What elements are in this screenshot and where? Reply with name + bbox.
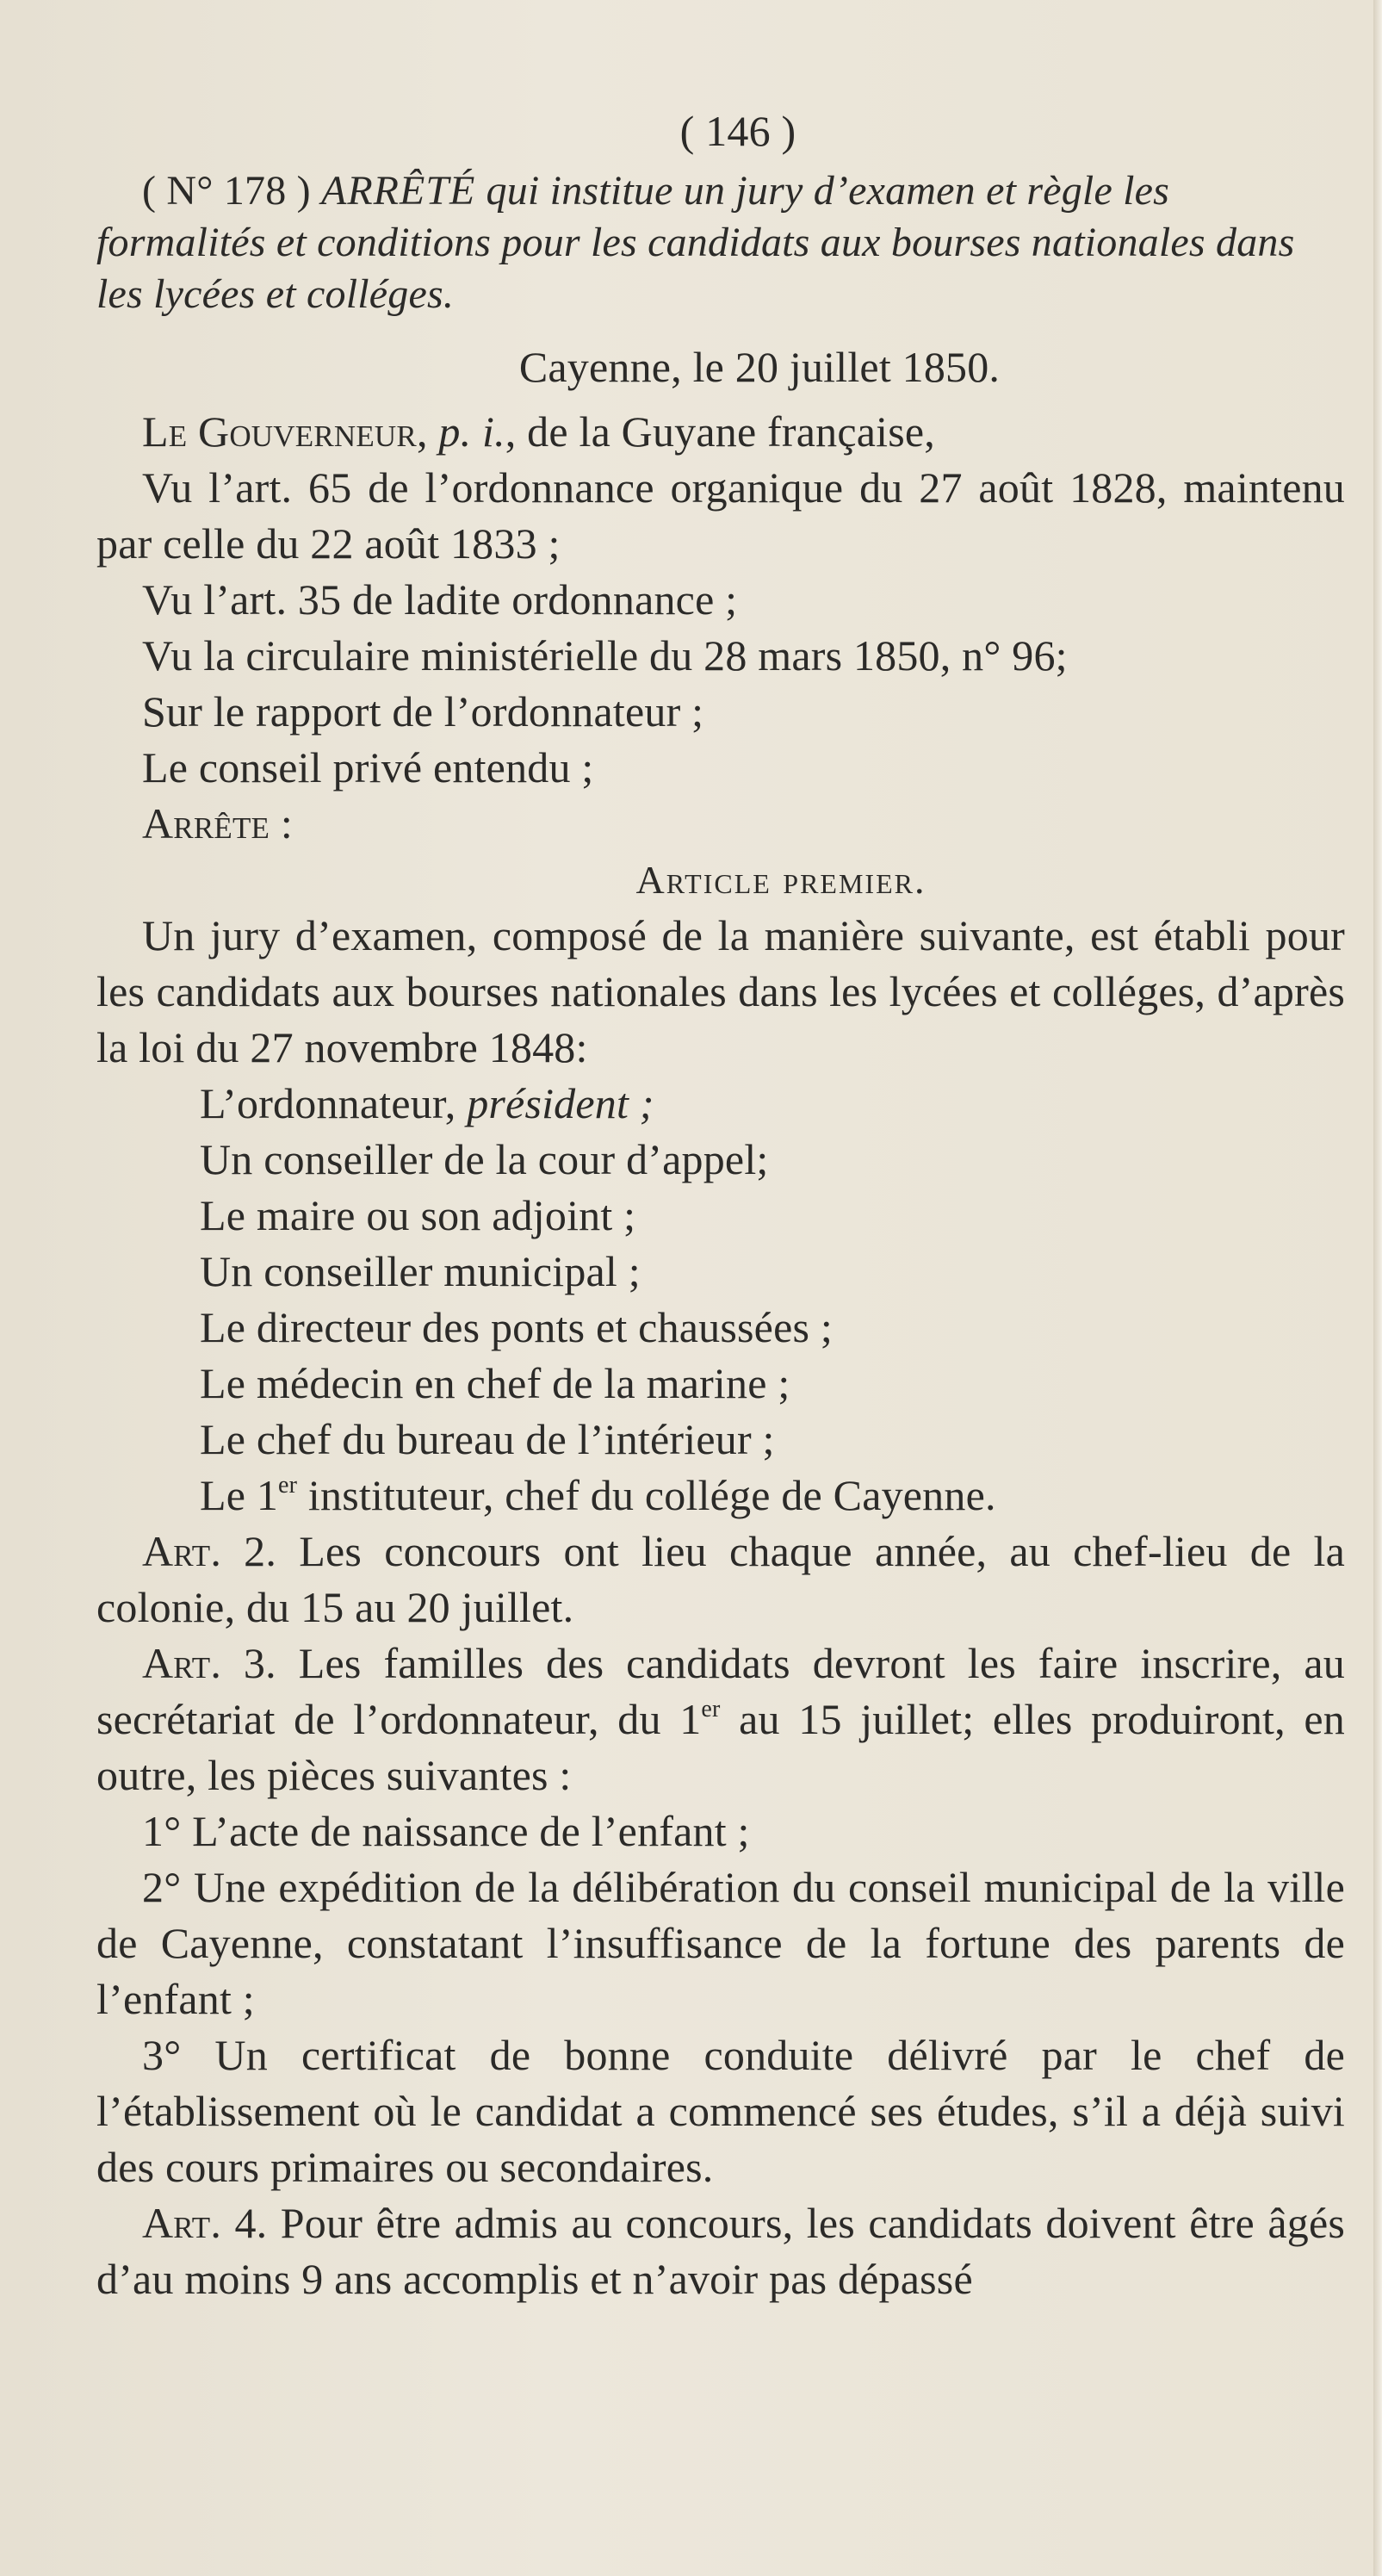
article-1-heading: Article premier.: [635, 858, 926, 902]
member-rest: instituteur, chef du collége de Cayenne.: [297, 1471, 996, 1519]
preamble-line: Vu la circulaire ministérielle du 28 mars 1850, n° 96;: [142, 631, 1068, 680]
superscript: er: [278, 1472, 298, 1499]
president-label: L’ordonnateur,: [200, 1079, 468, 1127]
jury-member: Le médecin en chef de la marine ;: [200, 1359, 790, 1407]
superscript: er: [701, 1696, 721, 1723]
jury-president: [96, 1076, 1345, 1132]
decree-number: ( N° 178 ): [142, 168, 311, 214]
comma: ,: [416, 407, 439, 456]
preamble-line: Sur le rapport de l’ordonnateur ;: [142, 687, 704, 736]
page-number: ( 146 ): [679, 107, 796, 155]
document-item: 2° Une expédition de la délibération du conseil municipal de la ville de Cayenne, constatant l’insuffisance de la fortune des parents de l’enfant ;: [96, 1863, 1345, 2023]
governor-rest: , de la Guyane française,: [505, 407, 935, 456]
president-role: président ;: [467, 1079, 654, 1127]
preamble-governor: [96, 404, 1345, 460]
jury-member: [96, 1468, 1345, 1524]
article-1-intro: Un jury d’examen, composé de la manière suivante, est établi pour les candidats aux bourses nationales dans les lycées et colléges, d’après la loi du 27 novembre 1848:: [96, 911, 1345, 1071]
article-text: Pour être admis au concours, les candidats doivent être âgés d’au moins 9 ans accomplis et n’avoir pas dépassé: [96, 2199, 1345, 2303]
article-label: Art.: [142, 1527, 222, 1575]
preamble-line: Le conseil privé entendu ;: [142, 743, 594, 791]
article-3: [96, 1636, 1345, 1803]
article-number: 4.: [221, 2199, 281, 2247]
pi-abbrev: p. i.: [438, 407, 505, 456]
article-4: [96, 2195, 1345, 2307]
article-text: Les familles des candidats devront les faire inscrire, au secrétariat de l’ordonnateur, du 1: [96, 1639, 1345, 1743]
article-text: au 15 juillet; elles produiront, en outre, les pièces suivantes :: [96, 1695, 1345, 1799]
arrete-label: Arrête :: [142, 799, 293, 847]
jury-member: Un conseiller municipal ;: [200, 1247, 641, 1295]
document-item: 1° L’acte de naissance de l’enfant ;: [142, 1807, 750, 1855]
article-label: Art.: [142, 1639, 222, 1687]
document-item: 3° Un certificat de bonne conduite délivré par le chef de l’établissement où le candidat a commencé ses études, s’il a déjà suivi des cours primaires ou secondaires.: [96, 2031, 1345, 2191]
page-text: [96, 96, 1345, 2307]
member-prefix: Le 1: [200, 1471, 279, 1519]
preamble-line: Vu l’art. 35 de ladite ordonnance ;: [142, 575, 738, 624]
jury-member: Le maire ou son adjoint ;: [200, 1191, 636, 1239]
article-2: [96, 1524, 1345, 1636]
page-edge: [1373, 0, 1382, 2576]
article-text: Les concours ont lieu chaque année, au chef-lieu de la colonie, du 15 au 20 juillet.: [96, 1527, 1345, 1631]
article-label: Art.: [142, 2199, 222, 2247]
decree-heading: ARRÊTÉ: [321, 168, 476, 214]
preamble-line: Vu l’art. 65 de l’ordonnance organique du 27 août 1828, maintenu par celle du 22 août 1833 ;: [96, 463, 1345, 568]
jury-member: Le chef du bureau de l’intérieur ;: [200, 1415, 775, 1463]
article-number: 3.: [221, 1639, 299, 1687]
decree-subject: qui institue un jury d’examen et règle les formalités et conditions pour les candidats aux bourses nationales dans les lycées et colléges.: [96, 168, 1295, 317]
jury-member: Le directeur des ponts et chaussées ;: [200, 1303, 833, 1351]
governor-title: Le Gouverneur: [142, 407, 417, 456]
dateline: Cayenne, le 20 juillet 1850.: [518, 343, 1001, 391]
jury-member: Un conseiller de la cour d’appel;: [200, 1135, 769, 1183]
article-number: 2.: [221, 1527, 300, 1575]
decree-title: [96, 165, 1345, 320]
